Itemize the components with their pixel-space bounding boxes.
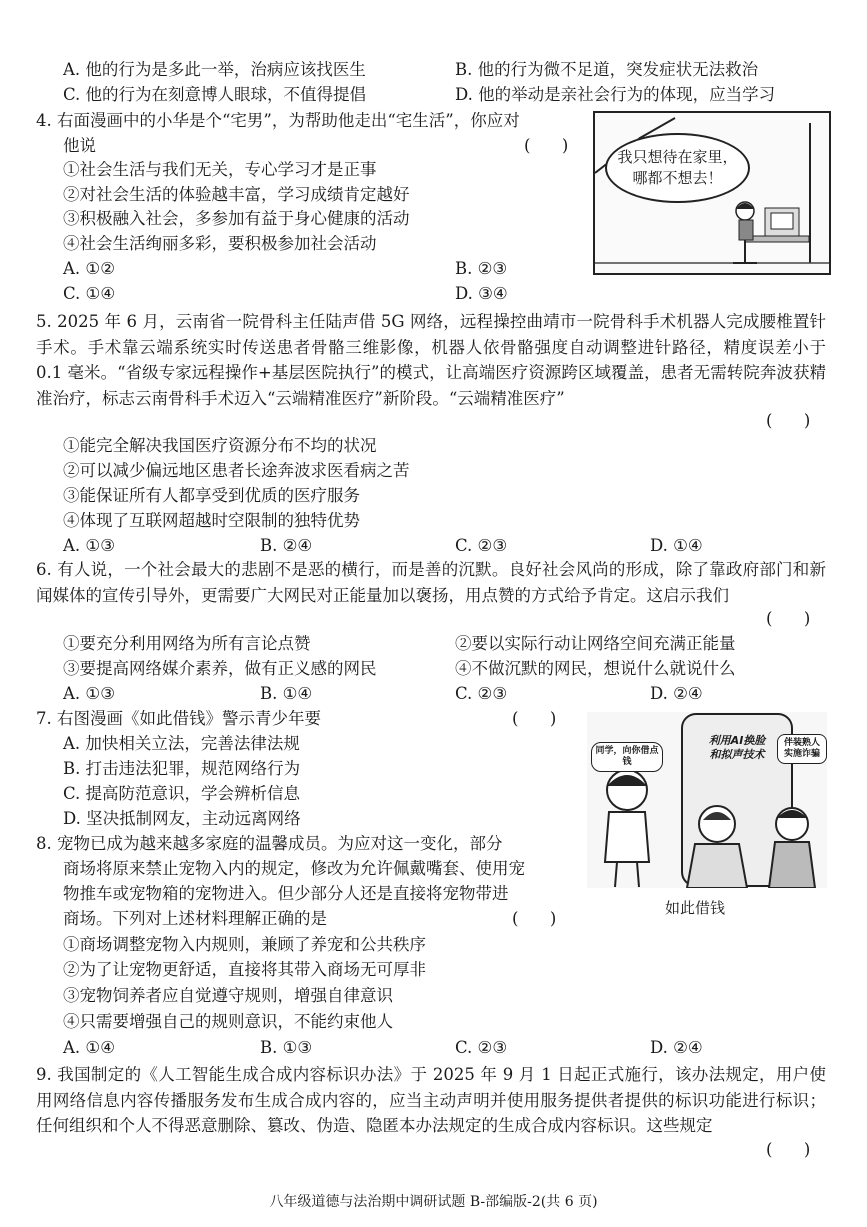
q8-statement-2: ②为了让宠物更舒适，直接将其带入商场无可厚非 xyxy=(63,960,426,979)
q7-phone-line1: 利用AI换脸 xyxy=(708,734,766,747)
q5-stem xyxy=(36,309,826,411)
q4-option-c: C. ①④ xyxy=(63,284,116,303)
q4-stem-line1: 4. 右面漫画中的小华是个“宅男”，为帮助他走出“宅生活”，你应对 xyxy=(36,111,520,130)
q6-stem-text: 6. 有人说，一个社会最大的悲剧不是恶的横行，而是善的沉默。良好社会风尚的形成，除了靠政府部门和新闻媒体的宣传引导外，更需要广大网民对正能量加以褒扬，用点赞的方式给予肯定。这启示我们 xyxy=(36,560,826,605)
q8-option-d: D. ②④ xyxy=(650,1038,703,1057)
q7-comic-caption: 如此借钱 xyxy=(665,899,726,917)
q4-option-a: A. ①② xyxy=(63,259,115,278)
q4-statement-2: ②对社会生活的体验越丰富，学习成绩肯定越好 xyxy=(63,185,410,204)
q6-option-c: C. ②③ xyxy=(455,684,508,703)
q3-option-c: C. 他的行为在刻意博人眼球，不值得提倡 xyxy=(63,85,367,104)
q9-stem xyxy=(36,1062,826,1139)
q6-statement-4: ④不做沉默的网民，想说什么就说什么 xyxy=(455,659,736,678)
q4-option-b: B. ②③ xyxy=(455,259,508,278)
q7-option-d: D. 坚决抵制网友，主动远离网络 xyxy=(63,809,301,828)
q6-option-d: D. ②④ xyxy=(650,684,703,703)
q4-bubble-line1: 我只想待在家里， xyxy=(617,148,738,166)
q8-stem-line2: 商场将原来禁止宠物入内的规定，修改为允许佩戴嘴套、使用宠 xyxy=(63,859,525,878)
q7-side-line2: 实施诈骗 xyxy=(783,749,820,759)
q6-option-a: A. ①③ xyxy=(63,684,115,703)
q4-stem-line2: 他说 xyxy=(63,136,96,155)
q7-option-b: B. 打击违法犯罪，规范网络行为 xyxy=(63,759,301,778)
q8-stem-line4: 商场。下列对上述材料理解正确的是 xyxy=(63,909,327,928)
q7-option-c: C. 提高防范意识，学会辨析信息 xyxy=(63,784,301,803)
q4-comic xyxy=(593,111,831,275)
q8-statement-1: ①商场调整宠物入内规则，兼顾了养宠和公共秩序 xyxy=(63,935,426,954)
page-footer: 八年级道德与法治期中调研试题 B-部编版-2(共 6 页) xyxy=(269,1194,598,1210)
q7-speech-bubble: 同学，向你借点钱 xyxy=(591,742,663,772)
q5-statement-1: ①能完全解决我国医疗资源分布不均的状况 xyxy=(63,436,377,455)
q6-statement-2: ②要以实际行动让网络空间充满正能量 xyxy=(455,634,736,653)
q6-statement-3: ③要提高网络媒介素养，做有正义感的网民 xyxy=(63,659,377,678)
q3-option-b: B. 他的行为微不足道，突发症状无法救治 xyxy=(455,60,759,79)
q4-speech-bubble xyxy=(605,133,750,203)
q8-statement-4: ④只需要增强自己的规则意识，不能约束他人 xyxy=(63,1012,393,1031)
q7-comic xyxy=(587,712,827,888)
q8-answer-paren: ( ) xyxy=(512,909,557,928)
q6-statement-1: ①要充分利用网络为所有言论点赞 xyxy=(63,634,311,653)
q8-stem-line1: 8. 宠物已成为越来越多家庭的温馨成员。为应对这一变化，部分 xyxy=(36,834,503,853)
q8-option-c: C. ②③ xyxy=(455,1038,508,1057)
q7-answer-paren: ( ) xyxy=(512,709,557,728)
q5-statement-2: ②可以减少偏远地区患者长途奔波求医看病之苦 xyxy=(63,461,410,480)
q3-option-a: A. 他的行为是多此一举，治病应该找医生 xyxy=(63,60,366,79)
q5-option-a: A. ①③ xyxy=(63,536,115,555)
q7-side-bubble xyxy=(777,734,827,764)
q4-statement-4: ④社会生活绚丽多彩，要积极参加社会活动 xyxy=(63,234,377,253)
q9-stem-text: 9. 我国制定的《人工智能生成合成内容标识办法》于 2025 年 9 月 1 日起正式施行，该办法规定，用户使用网络信息内容传播服务发布生成合成内容的，应当主动声明并使用服务提供者提供的标识功能进行标识；任何组织和个人不得恶意删除、篡改、伪造、隐匿本办法规定的生成合成内容标识。这些规定 xyxy=(36,1065,826,1135)
q7-stem: 7. 右图漫画《如此借钱》警示青少年要 xyxy=(36,709,321,728)
q4-statement-1: ①社会生活与我们无关，专心学习才是正事 xyxy=(63,160,377,179)
q5-answer-paren: ( ) xyxy=(766,411,811,430)
q5-statement-4: ④体现了互联网超越时空限制的独特优势 xyxy=(63,511,360,530)
q6-stem xyxy=(36,557,826,608)
q5-stem-text: 5. 2025 年 6 月，云南省一院骨科主任陆声借 5G 网络，远程操控曲靖市一院骨科手术机器人完成腰椎置针手术。手术靠云端系统实时传送患者骨骼三维影像，机器人依骨骼强度自动调整进针路径，精度误差小于 0.1 毫米。“省级专家远程操作+基层医院执行”的模式，让高端医疗资源跨区域覆盖，患者无需转院奔波获精准治疗，标志云南骨科手术迈入“云端精准医疗”新阶段。“云端精准医疗” xyxy=(36,312,826,408)
q7-side-line1: 伴装熟人 xyxy=(783,738,820,748)
q3-option-d: D. 他的举动是亲社会行为的体现，应当学习 xyxy=(455,85,776,104)
q5-option-b: B. ②④ xyxy=(260,536,313,555)
q7-phone-line2: 和拟声技术 xyxy=(709,748,765,761)
q6-option-b: B. ①④ xyxy=(260,684,313,703)
q4-answer-paren: ( ) xyxy=(524,136,569,155)
q4-option-d: D. ③④ xyxy=(455,284,508,303)
q8-option-b: B. ①③ xyxy=(260,1038,313,1057)
q4-statement-3: ③积极融入社会，多参加有益于身心健康的活动 xyxy=(63,209,410,228)
q5-option-c: C. ②③ xyxy=(455,536,508,555)
q8-statement-3: ③宠物饲养者应自觉遵守规则，增强自律意识 xyxy=(63,986,393,1005)
q5-statement-3: ③能保证所有人都享受到优质的医疗服务 xyxy=(63,486,360,505)
q7-option-a: A. 加快相关立法，完善法律法规 xyxy=(63,734,300,753)
q7-phone-text xyxy=(697,734,777,762)
q5-option-d: D. ①④ xyxy=(650,536,703,555)
q6-answer-paren: ( ) xyxy=(766,609,811,628)
q4-bubble-line2: 哪都不想去！ xyxy=(632,169,723,187)
q9-answer-paren: ( ) xyxy=(766,1140,811,1159)
q8-stem-line3: 物推车或宠物箱的宠物进入。但少部分人还是直接将宠物带进 xyxy=(63,884,509,903)
q8-option-a: A. ①④ xyxy=(63,1038,115,1057)
